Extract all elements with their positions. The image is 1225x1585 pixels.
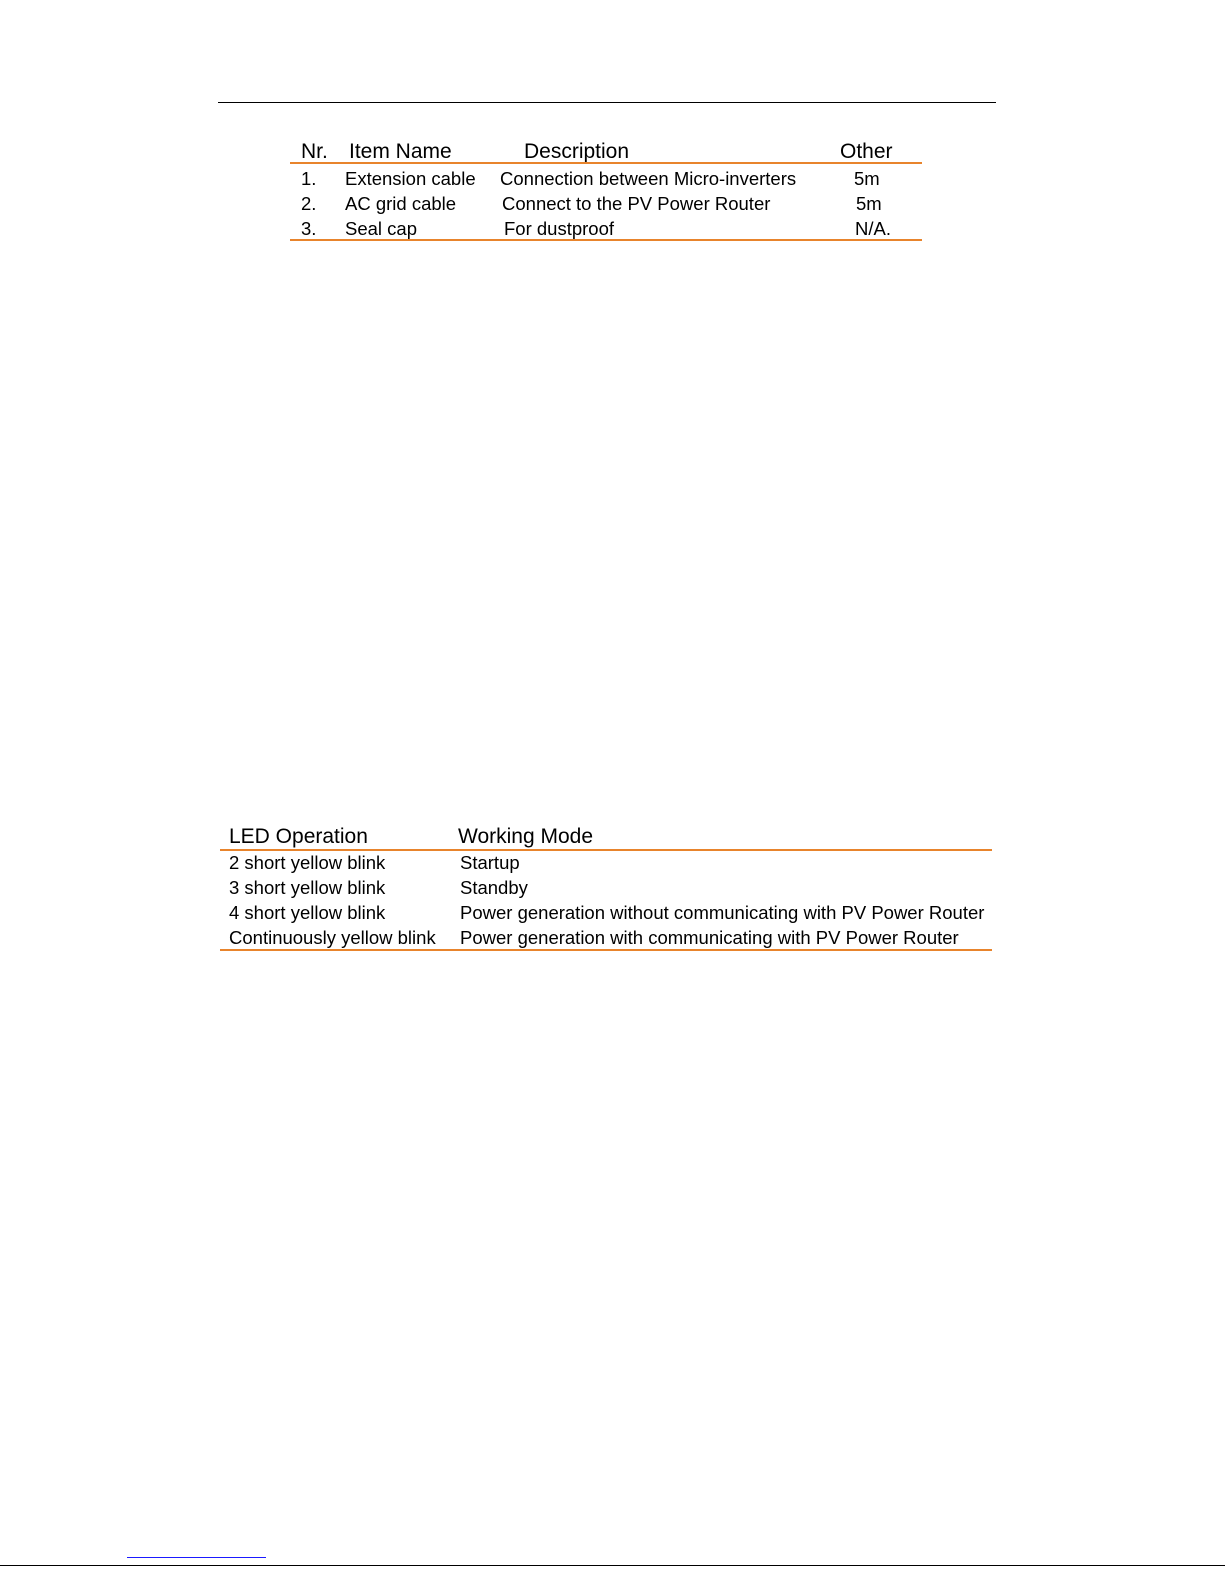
row-description: Connection between Micro-inverters (500, 168, 797, 189)
table-header-rule (220, 849, 992, 851)
row-working-mode: Startup (460, 852, 520, 873)
row-nr: 3. (301, 218, 317, 239)
row-nr: 1. (301, 168, 317, 189)
row-description: Connect to the PV Power Router (502, 193, 771, 214)
row-working-mode: Standby (460, 877, 528, 898)
header-rule (218, 102, 996, 103)
row-led-operation: 4 short yellow blink (229, 902, 386, 923)
row-item-name: Seal cap (345, 218, 417, 239)
row-description: For dustproof (504, 218, 615, 239)
row-other: N/A. (855, 218, 891, 239)
header-description: Description (524, 140, 630, 163)
row-other: 5m (856, 193, 882, 214)
row-led-operation: Continuously yellow blink (229, 927, 436, 948)
header-working-mode: Working Mode (458, 825, 594, 848)
row-other: 5m (854, 168, 880, 189)
footer-rule (0, 1565, 1225, 1566)
row-led-operation: 3 short yellow blink (229, 877, 386, 898)
header-nr: Nr. (301, 140, 328, 163)
footer-link-underline[interactable] (127, 1557, 266, 1558)
table-bottom-rule (220, 949, 992, 951)
table-bottom-rule (290, 239, 922, 241)
row-item-name: AC grid cable (345, 193, 457, 214)
header-other: Other (840, 140, 893, 163)
row-nr: 2. (301, 193, 317, 214)
row-item-name: Extension cable (345, 168, 476, 189)
row-working-mode: Power generation with communicating with PV Power Router (460, 927, 959, 948)
row-led-operation: 2 short yellow blink (229, 852, 386, 873)
table-header-rule (290, 162, 922, 164)
header-led-operation: LED Operation (229, 825, 368, 848)
header-item-name: Item Name (349, 140, 452, 163)
row-working-mode: Power generation without communicating with PV Power Router (460, 904, 985, 923)
